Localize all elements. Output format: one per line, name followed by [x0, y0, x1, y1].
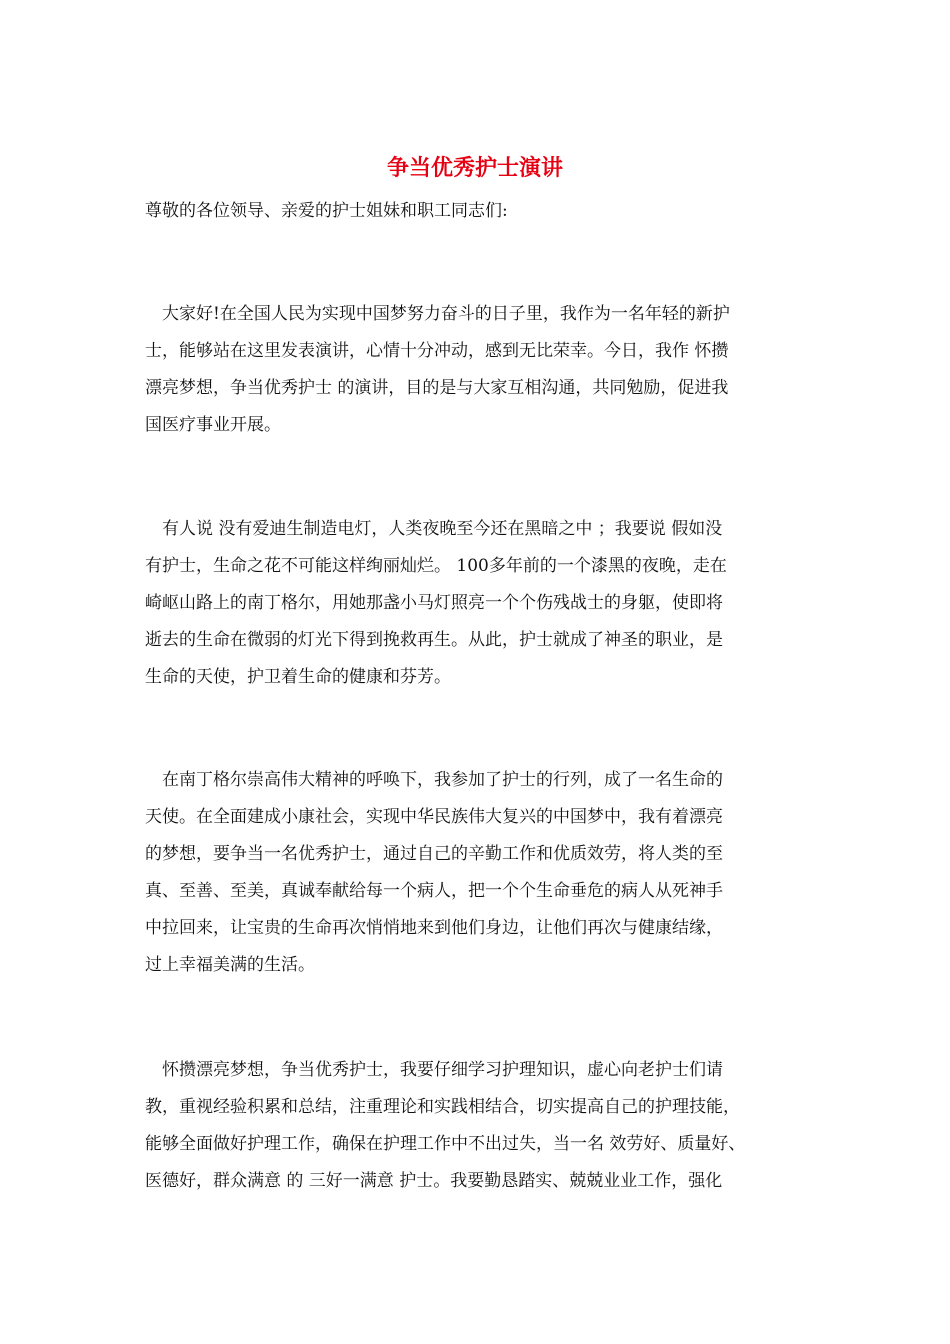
paragraph-line: 有护士，生命之花不可能这样绚丽灿烂。 100多年前的一个漆黑的夜晚，走在 — [145, 556, 727, 576]
paragraph-2 — [145, 511, 845, 696]
paragraph-line: 天使。在全面建成小康社会，实现中华民族伟大复兴的中国梦中，我有着漂亮 — [145, 807, 723, 827]
paragraph-3 — [145, 762, 845, 984]
paragraph-line: 大家好!在全国人民为实现中国梦努力奋斗的日子里，我作为一名年轻的新护 — [145, 304, 730, 324]
paragraph-line: 有人说 没有爱迪生制造电灯，人类夜晚至今还在黑暗之中 ；我要说 假如没 — [145, 519, 723, 539]
greeting-line: 尊敬的各位领导、亲爱的护士姐妹和职工同志们: — [145, 201, 508, 221]
paragraph-line: 生命的天使，护卫着生命的健康和芬芳。 — [145, 667, 451, 687]
paragraph-line: 逝去的生命在微弱的灯光下得到挽救再生。从此，护士就成了神圣的职业，是 — [145, 630, 723, 650]
paragraph-line: 崎岖山路上的南丁格尔，用她那盏小马灯照亮一个个伤残战士的身躯，使即将 — [145, 593, 723, 613]
paragraph-line: 过上幸福美满的生活。 — [145, 955, 315, 975]
document-title: 争当优秀护士演讲 — [386, 155, 563, 181]
paragraph-line: 士，能够站在这里发表演讲，心情十分冲动，感到无比荣幸。今日，我作 怀攒 — [145, 341, 729, 361]
paragraph-1 — [145, 296, 845, 444]
paragraph-4 — [145, 1052, 845, 1200]
paragraph-line: 怀攒漂亮梦想，争当优秀护士，我要仔细学习护理知识，虚心向老护士们请 — [145, 1060, 723, 1080]
paragraph-line: 漂亮梦想，争当优秀护士 的演讲，目的是与大家互相沟通，共同勉励，促进我 — [145, 378, 729, 398]
paragraph-line: 的梦想，要争当一名优秀护士，通过自己的辛勤工作和优质效劳，将人类的至 — [145, 844, 723, 864]
paragraph-line: 能够全面做好护理工作，确保在护理工作中不出过失，当一名 效劳好、质量好、 — [145, 1134, 746, 1154]
paragraph-line: 医德好，群众满意 的 三好一满意 护士。我要勤恳踏实、兢兢业业工作，强化 — [145, 1171, 723, 1191]
paragraph-line: 在南丁格尔崇高伟大精神的呼唤下，我参加了护士的行列，成了一名生命的 — [145, 770, 723, 790]
paragraph-line: 中拉回来，让宝贵的生命再次悄悄地来到他们身边，让他们再次与健康结缘， — [145, 918, 723, 938]
paragraph-line: 国医疗事业开展。 — [145, 415, 281, 435]
paragraph-line: 真、至善、至美，真诚奉献给每一个病人，把一个个生命垂危的病人从死神手 — [145, 881, 723, 901]
paragraph-line: 教，重视经验积累和总结，注重理论和实践相结合，切实提高自己的护理技能， — [145, 1097, 740, 1117]
